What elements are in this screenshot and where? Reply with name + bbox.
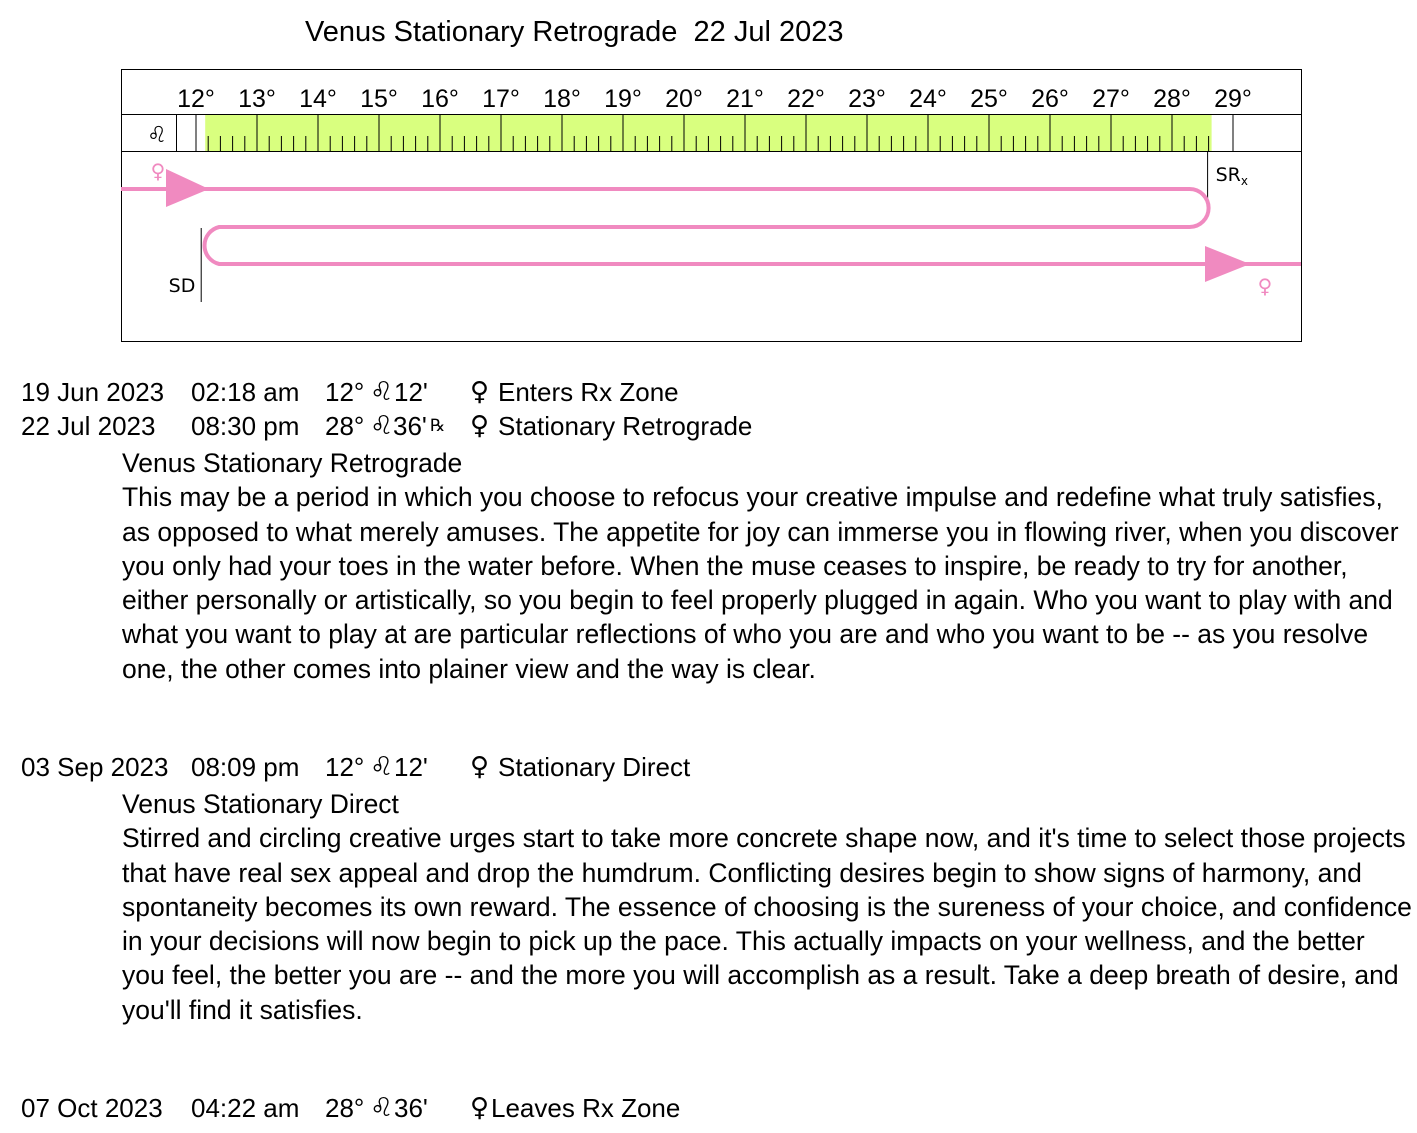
interpretation-title: Venus Stationary Direct (122, 789, 399, 819)
degree-label: 13° (238, 85, 276, 113)
degree-label: 19° (604, 85, 642, 113)
event-date: 07 Oct 2023 (21, 1093, 163, 1123)
event-label: Stationary Retrograde (498, 411, 753, 441)
degree-label: 29° (1214, 85, 1252, 113)
event-time: 08:30 pm (191, 411, 300, 441)
venus-glyph: ♀ (470, 411, 490, 441)
degree-label: 23° (848, 85, 886, 113)
event-minute: 36' (394, 1093, 428, 1123)
event-date: 19 Jun 2023 (21, 377, 165, 407)
event-degree: 28° (325, 411, 365, 441)
leo-glyph: ♌ (147, 123, 167, 148)
degree-label: 24° (909, 85, 947, 113)
retrograde-diagram (0, 0, 1417, 350)
event-date: 03 Sep 2023 (21, 752, 169, 782)
degree-label: 15° (360, 85, 398, 113)
leo-glyph: ♌ (370, 377, 394, 407)
venus-motion-path (121, 189, 1301, 264)
interpretation-text: Stirred and circling creative urges start to take more concrete shape now, and it's time to select those projects that have real sex appeal and drop the humdrum. Conflicting desires begin to show signs of harmony, and spontaneity becomes its own reward. The essence of choosing is the sureness of your choice, and confidence in your decisions will now begin to pick up the pace. This actually impacts on your wellness, and the better you feel, the better you are -- and the more you will accomplish as a result. Take a deep breath of desire, and you'll find it satisfies. (122, 823, 1412, 1025)
event-minute: 12' (394, 377, 428, 407)
interpretation-retrograde (122, 446, 1412, 686)
event-degree: 12° (325, 377, 365, 407)
interpretation-direct (122, 787, 1412, 1027)
event-date: 22 Jul 2023 (21, 411, 156, 441)
interpretation-text: This may be a period in which you choose to refocus your creative impulse and redefine what truly satisfies, as opposed to what merely amuses. The appetite for joy can immerse you in flowing river, when you discover you only had your toes in the water before. When the muse ceases to inspire, be ready to try for another, either personally or artistically, so you begin to feel properly plugged in again. Who you want to play with and what you want to play at are particular reflections of who you are and who you want to be -- as you resolve one, the other comes into plainer view and the way is clear. (122, 482, 1399, 684)
event-row-leaves-zone (0, 1092, 1417, 1124)
direct-arrow-end (1205, 246, 1250, 282)
event-row-stationary-direct (0, 751, 1417, 783)
degree-label: 18° (543, 85, 581, 113)
venus-glyph: ♀ (470, 377, 490, 407)
degree-label: 27° (1092, 85, 1130, 113)
interpretation-title: Venus Stationary Retrograde (122, 448, 463, 478)
degree-label: 16° (421, 85, 459, 113)
event-label: Enters Rx Zone (498, 377, 679, 407)
chart-title: Venus Stationary Retrograde 22 Jul 2023 (305, 16, 844, 48)
event-time: 02:18 am (191, 377, 300, 407)
degree-label: 22° (787, 85, 825, 113)
degree-labels (177, 85, 1252, 113)
event-row-enters-zone (0, 376, 1417, 408)
event-degree: 28° (325, 1093, 365, 1123)
event-minute: 36' (393, 411, 427, 441)
leo-glyph: ♌ (370, 1093, 394, 1123)
venus-glyph-start: ♀ (150, 159, 166, 183)
degree-label: 17° (482, 85, 520, 113)
degree-label: 21° (726, 85, 764, 113)
event-minute: 12' (394, 752, 428, 782)
sr-label: $SR_x$ (1215, 164, 1248, 188)
degree-label: 20° (665, 85, 703, 113)
event-label: Stationary Direct (498, 752, 691, 782)
venus-glyph-end: ♀ (1257, 274, 1273, 298)
degree-label: 26° (1031, 85, 1069, 113)
degree-label: 28° (1153, 85, 1191, 113)
direct-arrow-start (166, 169, 209, 207)
retrograde-glyph: ℞ (430, 416, 446, 436)
degree-label: 25° (970, 85, 1008, 113)
leo-glyph: ♌ (370, 752, 394, 782)
event-row-stationary-retrograde (0, 410, 1417, 442)
sd-label: SD (168, 275, 196, 297)
venus-glyph: ♀ (470, 752, 490, 782)
event-degree: 12° (325, 752, 365, 782)
event-time: 04:22 am (191, 1093, 300, 1123)
degree-label: 12° (177, 85, 215, 113)
leo-glyph: ♌ (370, 411, 394, 441)
event-label: Leaves Rx Zone (491, 1093, 681, 1123)
venus-glyph: ♀ (470, 1093, 490, 1123)
event-time: 08:09 pm (191, 752, 300, 782)
degree-label: 14° (299, 85, 337, 113)
